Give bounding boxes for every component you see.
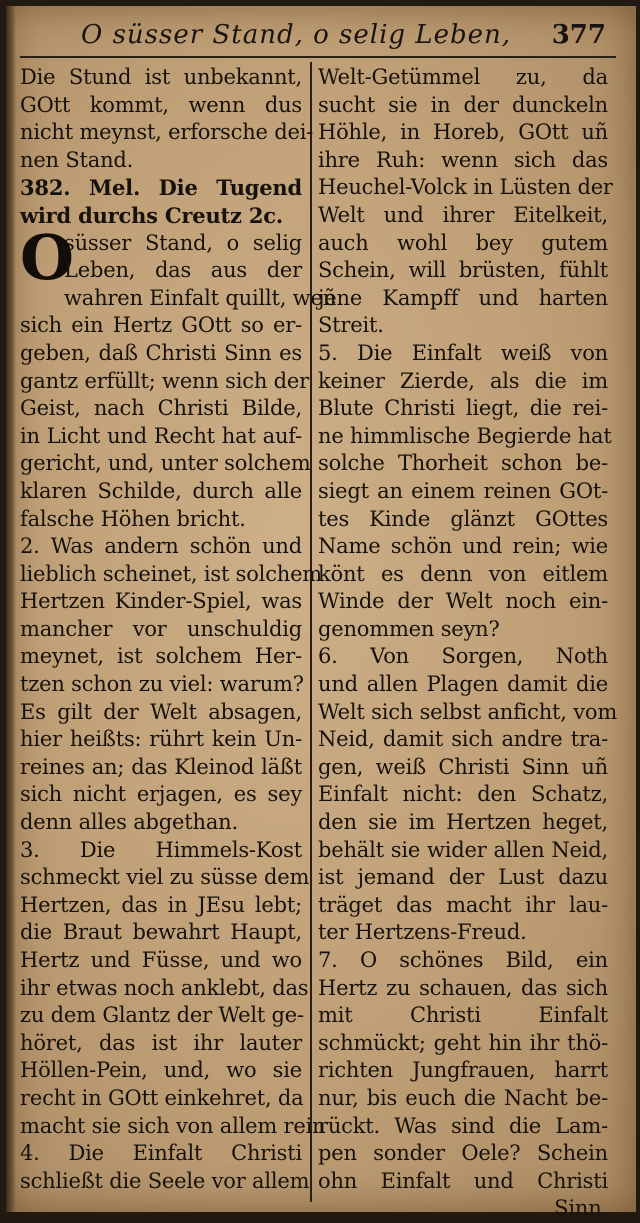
text-line: Die Stund ist unbekannt,	[20, 65, 302, 89]
text-line: richten Jungfrauen, harrt	[318, 1058, 608, 1083]
text-line: 7. O schönes Bild, ein	[318, 948, 608, 972]
hymn-heading-line: 382. Mel. Die Tugend	[20, 175, 302, 201]
text-line: denn alles abgethan.	[20, 810, 238, 835]
text-line: mancher vor unschuldig	[20, 616, 302, 641]
running-title: O süsser Stand, o selig Leben,	[81, 20, 511, 50]
text-line: gantz erfüllt; wenn sich der	[20, 368, 309, 393]
text-line: auch wohl bey gutem	[318, 230, 608, 255]
text-line: pen sonder Oele? Schein	[318, 1141, 608, 1166]
text-line: 5. Die Einfalt weiß von	[318, 340, 608, 365]
catchword: Sinn.	[554, 1196, 608, 1221]
text-line: Welt-Getümmel zu, da	[318, 65, 608, 89]
text-line: siegt an einem reinen GOt-	[318, 478, 608, 503]
text-line: schmeckt viel zu süsse dem	[20, 865, 310, 890]
text-line: schmückt; geht hin ihr thö-	[318, 1030, 608, 1055]
text-line: lieblich scheinet, ist solchem	[20, 561, 323, 586]
left-column	[20, 64, 337, 1195]
left-body-text	[20, 285, 337, 1196]
text-line: 3. Die Himmels-Kost	[20, 837, 302, 862]
text-line: macht sie sich von allem rein	[20, 1113, 326, 1138]
text-line: Höhle, in Horeb, GOtt uñ	[318, 120, 608, 145]
text-line: meynet, ist solchem Her-	[20, 644, 302, 669]
text-line: den sie im Hertzen heget,	[318, 810, 608, 835]
text-line: träget das macht ihr lau-	[318, 892, 608, 917]
text-line: geben, daß Christi Sinn es	[20, 340, 302, 365]
text-line: Blute Christi liegt, die rei-	[318, 396, 608, 421]
text-line: ne himmlische Begierde hat	[318, 423, 612, 448]
text-line: zu dem Glantz der Welt ge-	[20, 1003, 304, 1028]
text-line: hier heißts: rührt kein Un-	[20, 727, 302, 752]
text-line: höret, das ist ihr lauter	[20, 1030, 302, 1055]
text-line: klaren Schilde, durch alle	[20, 478, 302, 503]
text-line: Schein, will brüsten, fühlt	[318, 258, 608, 283]
hymn-heading-line: wird durchs Creutz 2c.	[20, 202, 283, 228]
text-line: recht in GOtt einkehret, da	[20, 1085, 304, 1110]
text-line: sich nicht erjagen, es sey	[20, 782, 302, 807]
right-body-text	[318, 64, 618, 1195]
text-line: Leben, das aus der	[64, 258, 302, 283]
text-line: behält sie wider allen Neid,	[318, 837, 608, 862]
text-line: ihre Ruh: wenn sich das	[318, 147, 608, 172]
text-line: reines an; das Kleinod läßt	[20, 754, 302, 779]
text-line: Welt und ihrer Eitelkeit,	[318, 202, 608, 227]
text-line: nen Stand.	[20, 147, 134, 172]
text-line: rückt. Was sind die Lam-	[318, 1113, 608, 1138]
text-line: Hertz zu schauen, das sich	[318, 975, 608, 1000]
text-line: wahren Einfalt quillt, weñ	[64, 285, 337, 310]
text-line: und allen Plagen damit die	[318, 672, 608, 697]
text-line: jene Kampff und harten	[318, 285, 608, 310]
hymn-opening	[20, 220, 302, 294]
text-line: könt es denn von eitlem	[318, 561, 608, 586]
text-line: Hertz und Füsse, und wo	[20, 948, 302, 972]
text-line: ist jemand der Lust dazu	[318, 865, 608, 890]
drop-cap: O	[20, 220, 74, 294]
text-line: ohn Einfalt und Christi	[318, 1168, 608, 1193]
running-header	[6, 20, 636, 60]
text-line: tzen schon zu viel: warum?	[20, 672, 304, 697]
text-line: nur, bis euch die Nacht be-	[318, 1085, 608, 1110]
column-divider	[310, 62, 312, 1202]
text-line: falsche Höhen bricht.	[20, 506, 246, 531]
text-line: sich ein Hertz GOtt so er-	[20, 313, 302, 338]
text-line: Hertzen, das in JEsu lebt;	[20, 892, 302, 917]
text-line: mit Christi Einfalt	[318, 1003, 608, 1028]
text-line: ter Hertzens-Freud.	[318, 920, 527, 945]
text-line: Neid, damit sich andre tra-	[318, 727, 608, 752]
text-line: gen, weiß Christi Sinn uñ	[318, 754, 608, 779]
text-line: Name schön und rein; wie	[318, 534, 608, 559]
text-line: genommen seyn?	[318, 616, 500, 641]
header-rule	[20, 56, 616, 58]
text-line: Winde der Welt noch ein-	[318, 589, 608, 614]
text-line: Welt sich selbst anficht, vom	[318, 699, 618, 724]
text-line: schließt die Seele vor allem	[20, 1168, 310, 1193]
right-column	[318, 64, 618, 1223]
page-number: 377	[551, 20, 606, 50]
page-binding-edge	[6, 6, 16, 1212]
text-line: Einfalt nicht: den Schatz,	[318, 782, 608, 807]
text-line: keiner Zierde, als die im	[318, 368, 608, 393]
text-line: tes Kinde glänzt GOttes	[318, 506, 608, 531]
text-line: 2. Was andern schön und	[20, 534, 302, 559]
text-line: Streit.	[318, 313, 384, 338]
text-line: gericht, und, unter solchem	[20, 451, 311, 476]
text-line: Heuchel-Volck in Lüsten der	[318, 175, 613, 200]
text-line: nicht meynst, erforsche dei-	[20, 120, 314, 145]
text-line: GOtt kommt, wenn dus	[20, 92, 302, 117]
text-line: Höllen-Pein, und, wo sie	[20, 1058, 302, 1083]
text-line: ihr etwas noch anklebt, das	[20, 975, 309, 1000]
text-line: Hertzen Kinder-Spiel, was	[20, 589, 302, 614]
text-line: Geist, nach Christi Bilde,	[20, 396, 302, 421]
text-line: süsser Stand, o selig	[64, 230, 302, 255]
text-line: 6. Von Sorgen, Noth	[318, 644, 608, 669]
text-line: sucht sie in der dunckeln	[318, 92, 608, 117]
text-line: in Licht und Recht hat auf-	[20, 423, 302, 448]
text-line: 4. Die Einfalt Christi	[20, 1141, 302, 1166]
book-page	[6, 6, 636, 1221]
text-line: solche Thorheit schon be-	[318, 451, 608, 476]
text-line: die Braut bewahrt Haupt,	[20, 920, 302, 945]
text-line: Es gilt der Welt absagen,	[20, 699, 302, 724]
